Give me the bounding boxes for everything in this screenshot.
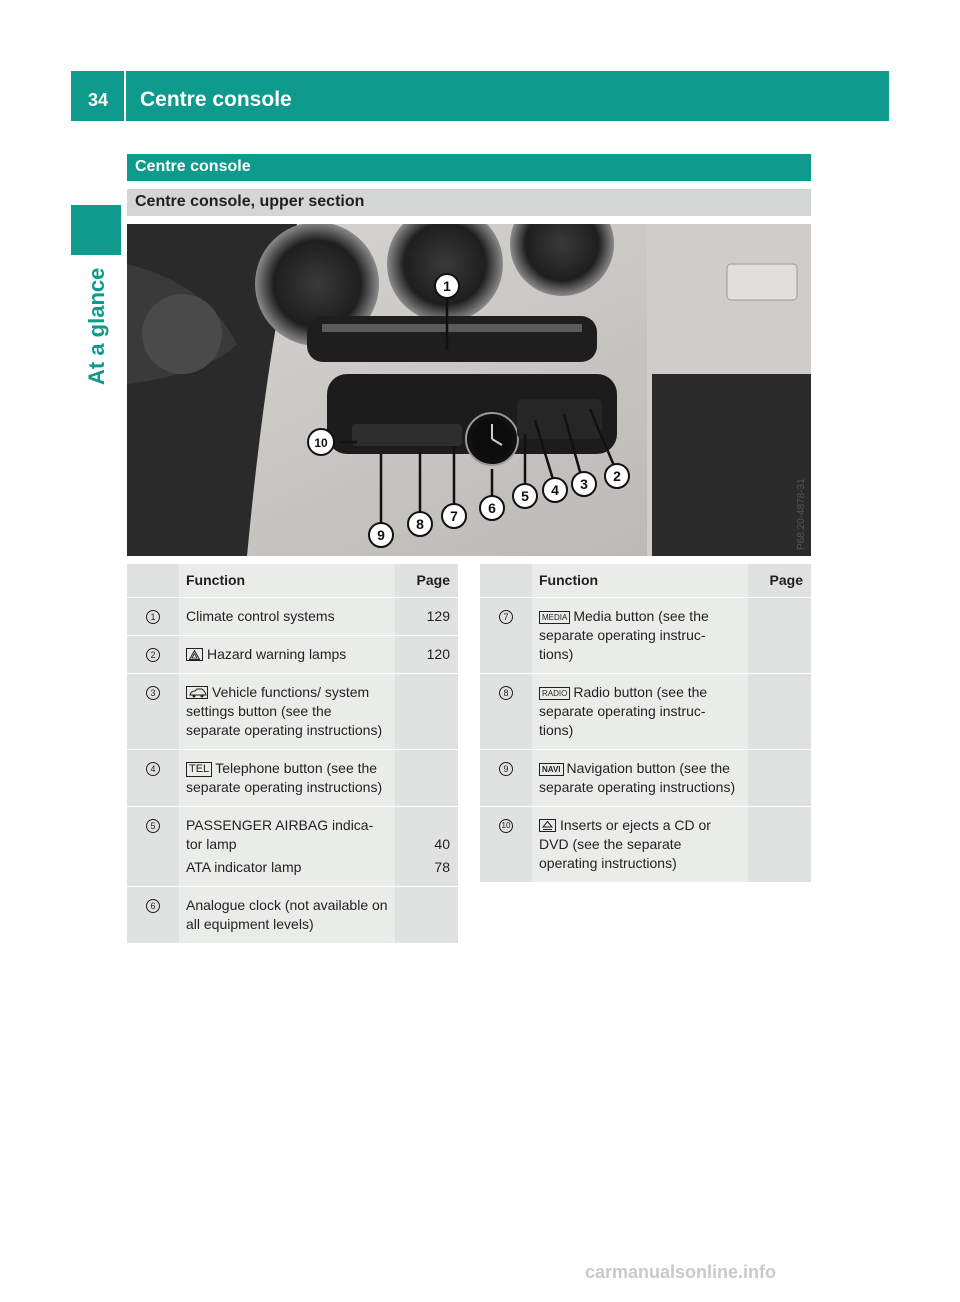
page-ref — [748, 750, 811, 806]
header-separator — [124, 71, 126, 121]
photo-code: P68.20-4878-31 — [796, 478, 807, 550]
table-row — [127, 636, 458, 674]
table-row — [480, 750, 811, 807]
photo-callout-3: 3 — [580, 476, 588, 492]
hazard-triangle-icon — [186, 648, 203, 661]
table-header — [127, 564, 458, 598]
photo-callout-10: 10 — [314, 436, 328, 450]
subsection-title-bar — [127, 189, 811, 216]
side-tab-label: At a glance — [84, 267, 109, 385]
page-ref[interactable]: 120 — [395, 636, 458, 673]
item-number: 4 — [146, 762, 160, 776]
footer-watermark: carmanualsonline.info — [585, 1262, 777, 1282]
page-ref — [395, 887, 458, 943]
photo-callout-6: 6 — [488, 500, 496, 516]
side-tab-marker — [71, 205, 121, 255]
column-header-function: Function — [179, 564, 395, 597]
function-text: Media button (see the separate operating instruc- tions) — [539, 608, 709, 662]
table-row — [127, 887, 458, 944]
photo-callout-9: 9 — [377, 527, 385, 543]
function-text-secondary: ATA indicator lamp — [186, 859, 302, 875]
section-title: Centre console — [135, 158, 251, 175]
navi-icon: NAVI — [539, 763, 564, 776]
page-ref — [395, 674, 458, 749]
media-icon: MEDIA — [539, 611, 570, 624]
photo-callout-1: 1 — [443, 278, 451, 294]
column-header-function: Function — [532, 564, 748, 597]
item-number: 6 — [146, 899, 160, 913]
subsection-title: Centre console, upper section — [135, 193, 365, 210]
page-ref[interactable]: 129 — [395, 598, 458, 635]
section-title-bar — [127, 154, 811, 181]
table-row — [127, 674, 458, 750]
photo-callout-2: 2 — [613, 468, 621, 484]
radio-icon: RADIO — [539, 687, 570, 700]
table-row — [127, 598, 458, 636]
photo-callout-4: 4 — [551, 482, 559, 498]
centre-console-photo — [127, 224, 811, 556]
item-number: 1 — [146, 610, 160, 624]
table-row — [480, 598, 811, 674]
function-text: Inserts or ejects a CD or DVD (see the separate operating instructions) — [539, 817, 711, 871]
table-row — [127, 750, 458, 807]
tel-icon: TEL — [186, 762, 212, 777]
page-ref — [395, 750, 458, 806]
column-header-page: Page — [395, 564, 458, 597]
table-row — [480, 807, 811, 883]
function-text: Climate control systems — [179, 598, 395, 635]
item-number: 8 — [499, 686, 513, 700]
table-row — [480, 674, 811, 750]
page-ref — [748, 674, 811, 749]
eject-icon — [539, 819, 556, 832]
item-number: 10 — [499, 819, 513, 833]
column-header-page: Page — [748, 564, 811, 597]
item-number: 5 — [146, 819, 160, 833]
table-header — [480, 564, 811, 598]
function-text: Telephone button (see the separate operating instructions) — [186, 760, 383, 795]
item-number: 9 — [499, 762, 513, 776]
table-row — [127, 807, 458, 887]
photo-callout-8: 8 — [416, 516, 424, 532]
photo-callout-5: 5 — [521, 488, 529, 504]
photo-callout-7: 7 — [450, 508, 458, 524]
page-ref — [748, 598, 811, 673]
item-number: 3 — [146, 686, 160, 700]
page-ref[interactable]: 40 — [434, 836, 450, 852]
function-table-left — [127, 564, 458, 944]
header-title: Centre console — [140, 88, 292, 111]
function-text: Radio button (see the separate operating instruc- tions) — [539, 684, 708, 738]
function-text: Vehicle functions/ system settings button (see the separate operating instructions) — [186, 684, 383, 738]
vehicle-icon — [186, 686, 208, 699]
page-ref-secondary[interactable]: 78 — [434, 859, 450, 875]
item-number: 7 — [499, 610, 513, 624]
function-text: Hazard warning lamps — [207, 646, 347, 662]
page-number: 34 — [88, 90, 109, 110]
function-table-right — [480, 564, 811, 883]
item-number: 2 — [146, 648, 160, 662]
page-ref — [748, 807, 811, 882]
function-text: PASSENGER AIRBAG indica- tor lamp — [186, 817, 374, 852]
function-text: Navigation button (see the separate operating instructions) — [539, 760, 736, 795]
function-text: Analogue clock (not available on all equipment levels) — [179, 887, 395, 943]
